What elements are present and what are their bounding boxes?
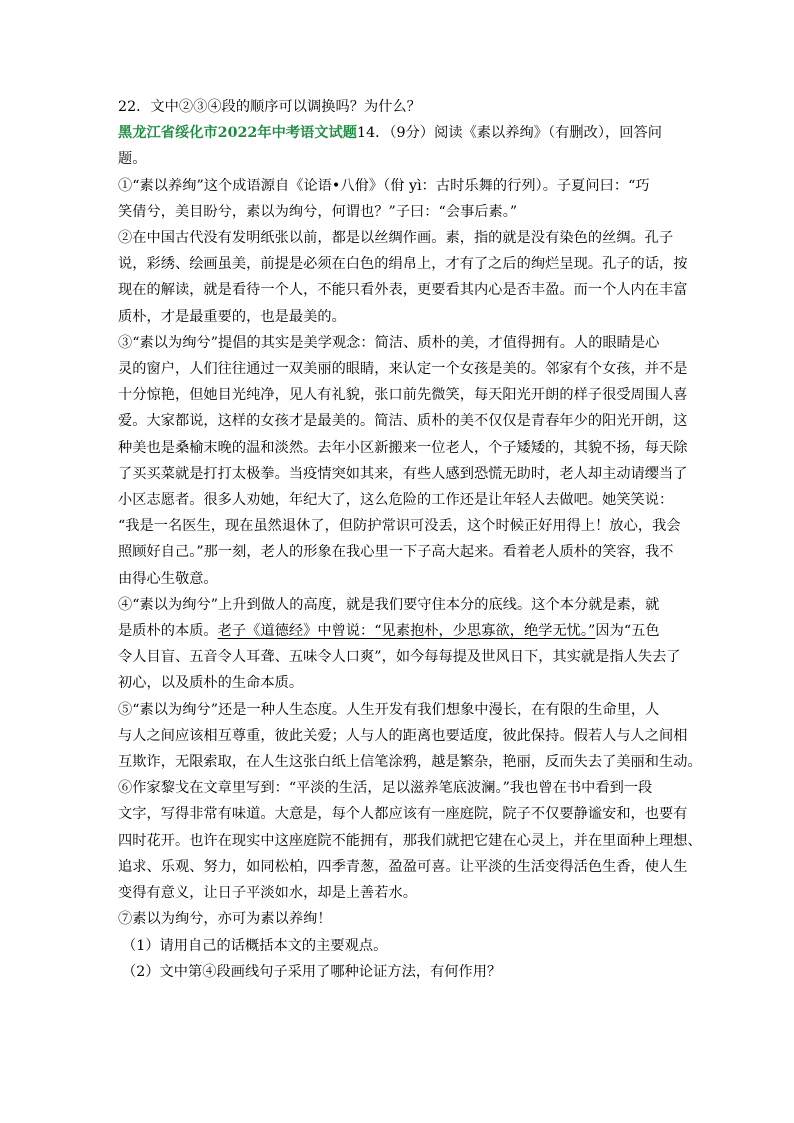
paragraph-3	[118, 330, 688, 592]
text-line: ④“素以为绚兮”上升到做人的高度，就是我们要守住本分的底线。这个本分就是素，就	[118, 596, 660, 613]
text-line: 四时花开。也许在现实中这座庭院不能拥有，那我们就把它建在心灵上，并在里面种上理想、	[118, 832, 702, 849]
text-line: 照顾好自己。”那一刻，老人的形象在我心里一下子高大起来。看着老人质朴的笑容，我不	[118, 544, 674, 561]
paragraph-4	[118, 592, 688, 697]
text-line: ②在中国古代没有发明纸张以前，都是以丝绸作画。素，指的就是没有染色的丝绸。孔子	[118, 230, 674, 247]
text-line: 令人目盲、五音令人耳聋、五味令人口爽”，如今每每提及世风日下，其实就是指人失去了	[118, 649, 681, 666]
text-segment: 是质朴的本质。	[118, 623, 218, 640]
text-line: 由得心生敬意。	[118, 570, 218, 587]
text-line: 现在的解读，就是看待一个人，不能只看外表，更要看其内心是否丰盈。而一个人内在丰富	[118, 282, 688, 299]
text-line: “我是一名医生，现在虽然退休了，但防护常识可没丢，这个时候正好用得上！放心，我会	[118, 518, 681, 535]
text-line: 质朴，才是最重要的，也是最美的。	[118, 308, 346, 325]
text-line	[118, 618, 688, 644]
text-line: 文字，写得非常有味道。大意是，每个人都应该有一座庭院，院子不仅要静谧安和，也要有	[118, 806, 688, 823]
paragraph-5	[118, 697, 702, 776]
text-line: ①“素以养绚”这个成语源自《论语•八佾》（佾 yì：古时乐舞的行列）。子夏问曰：“巧	[118, 177, 650, 194]
text-line: 十分惊艳，但她目光纯净，见人有礼貌，张口前先微笑，每天阳光开朗的样子很受周围人喜	[118, 387, 688, 404]
source-label: 黑龙江省绥化市2022年中考语文试题	[118, 125, 358, 142]
sub-question-2: （2）文中第④段画线句子采用了哪种论证方法，有何作用？	[122, 963, 502, 980]
paragraph-6	[118, 775, 702, 906]
question-14-intro-cont: 题。	[118, 151, 147, 168]
question-22: 22．文中②③④段的顺序可以调换吗？为什么？	[118, 99, 421, 115]
text-line: 爱。大家都说，这样的女孩才是最美的。简洁、质朴的美不仅仅是青春年少的阳光开朗，这	[118, 413, 688, 430]
sub-question-1: （1）请用自己的话概括本文的主要观点。	[122, 937, 388, 954]
question-14-intro: 14．（9分）阅读《素以养绚》（有删改），回答问	[357, 125, 662, 142]
source-line	[118, 120, 688, 146]
text-line: 说，彩绣、绘画虽美，前提是必须在白色的绢帛上，才有了之后的绚烂呈现。孔子的话，按	[118, 256, 688, 273]
text-line: 小区志愿者。很多人劝她，年纪大了，这么危险的工作还是让年轻人去做吧。她笑笑说：	[118, 492, 674, 509]
text-line: 了买买菜就是打打太极拳。当疫情突如其来，有些人感到恐慌无助时，老人却主动请缨当了	[118, 465, 688, 482]
text-line: ⑥作家黎戈在文章里写到：“平淡的生活，足以滋养笔底波澜。”我也曾在书中看到一段	[118, 780, 653, 797]
exam-text-body	[118, 94, 702, 985]
text-line: 变得有意义，让日子平淡如水，却是上善若水。	[118, 885, 417, 902]
paragraph-2	[118, 225, 688, 330]
text-line: ⑤“素以为绚兮”还是一种人生态度。人生开发有我们想象中漫长，在有限的生命里，人	[118, 701, 660, 718]
text-segment: 因为“五色	[595, 623, 660, 640]
text-line: 笑倩兮，美目盼兮，素以为绚兮，何谓也？”子曰：“会事后素。”	[118, 203, 518, 220]
paragraph-7: ⑦素以为绚兮，亦可为素以养绚！	[118, 911, 332, 928]
text-line: 种美也是桑榆末晚的温和淡然。去年小区新搬来一位老人，个子矮矮的，其貌不扬，每天除	[118, 439, 688, 456]
paragraph-1	[118, 173, 688, 225]
text-line: 追求、乐观、努力，如同松柏，四季青葱，盈盈可喜。让平淡的生活变得活色生香，使人生	[118, 858, 688, 875]
text-line: ③“素以为绚兮”提倡的其实是美学观念：简洁、质朴的美，才值得拥有。人的眼睛是心	[118, 334, 660, 351]
text-line: 互欺诈，无限索取，在人生这张白纸上信笔涂鸦，越是繁杂，艳丽，反而失去了美丽和生动。	[118, 754, 702, 771]
underlined-quote: 老子《道德经》中曾说：“见素抱朴，少思寡欲，绝学无忧。”	[217, 623, 596, 640]
text-line: 初心，以及质朴的生命本质。	[118, 675, 304, 692]
text-line: 与人之间应该相互尊重，彼此关爱；人与人的距离也要适度，彼此保持。假若人与人之间相	[118, 727, 688, 744]
text-line: 灵的窗户，人们往往通过一双美丽的眼睛，来认定一个女孩是美的。邻家有个女孩，并不是	[118, 361, 688, 378]
